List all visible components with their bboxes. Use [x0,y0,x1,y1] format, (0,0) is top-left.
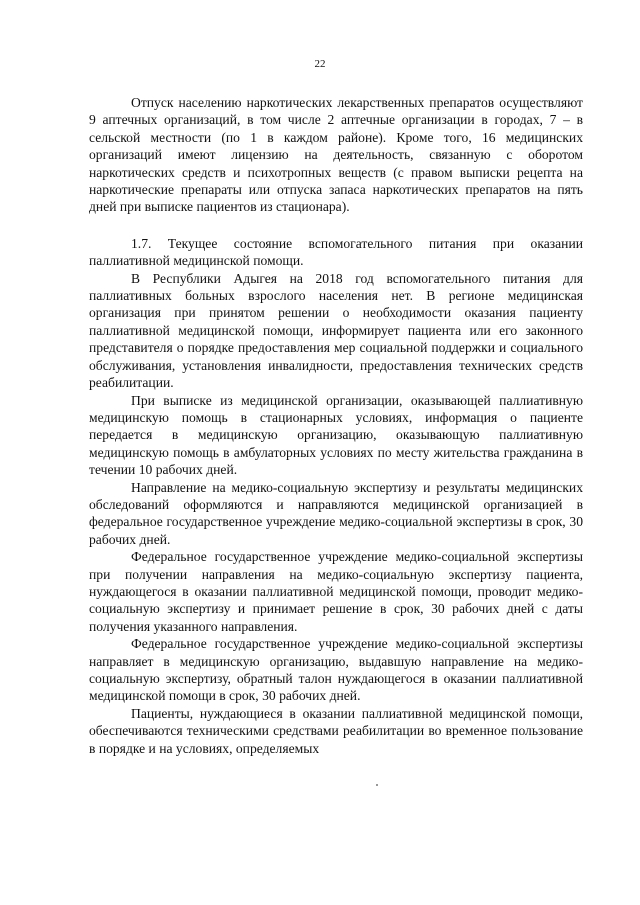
paragraph-mse-referral: Направление на медико-социальную экспертизу и результаты медицинских обследований оформляются и направляются медицинской организацией в федеральное государственное учреждение медико-социальной экспертизы в срок, 30 рабочих дней. [89,479,583,547]
paragraph-narcotic-pharmacies: Отпуск населению наркотических лекарственных препаратов осуществляют 9 аптечных организаций, в том числе 2 аптечные организации в городах, 7 – в сельской местности (по 1 в каждом районе). Кроме того, 16 медицинских организаций имеют лицензию на деятельность, связанную с оборотом наркотических средств и психотропных веществ (с правом выписки рецепта на наркотические препараты или отпуска запаса наркотических препаратов на пять дней при выписке пациентов из стационара). [89,95,583,215]
paragraph-rehabilitation-means: Пациенты, нуждающиеся в оказании паллиативной медицинской помощи, обеспечиваются техническими средствами реабилитации во временное пользование в порядке и на условиях, определяемых [89,705,583,756]
paragraph-mse-return-slip: Федеральное государственное учреждение медико-социальной экспертизы направляет в медицинскую организацию, выдавшую направление на медико-социальную экспертизу, обратный талон нуждающегося в оказании паллиативной медицинской помощи в срок, 30 рабочих дней. [89,636,583,704]
scan-speck [376,784,378,786]
page-number: 22 [314,58,326,70]
paragraph-discharge-information: При выписке из медицинской организации, оказывающей паллиативную медицинскую помощь в стационарных условиях, информация о пациенте передается в медицинскую организацию, оказывающую паллиативную медицинскую помощь в амбулаторных условиях по месту жительства гражданина в течении 10 рабочих дней. [89,392,583,478]
document-body [89,94,583,757]
section-heading-1-7: 1.7. Текущее состояние вспомогательного питания при оказании паллиативной медицинской помощи. [89,235,583,269]
paragraph-mse-decision: Федеральное государственное учреждение медико-социальной экспертизы при получении направления на медико-социальную экспертизу пациента, нуждающегося в оказании паллиативной медицинской помощи, проводит медико-социальную экспертизу и принимает решение в срок, 30 рабочих дней с даты получения указанного направления. [89,549,583,634]
paragraph-auxiliary-nutrition: В Республики Адыгея на 2018 год вспомогательного питания для паллиативных больных взрослого населения нет. В регионе медицинская организация при принятом решении о необходимости оказания пациенту паллиативной медицинской помощи, информирует пациента или его законного представителя о порядке предоставления мер социальной поддержки и социального обслуживания, установления инвалидности, предоставления технических средств реабилитации. [89,270,583,391]
